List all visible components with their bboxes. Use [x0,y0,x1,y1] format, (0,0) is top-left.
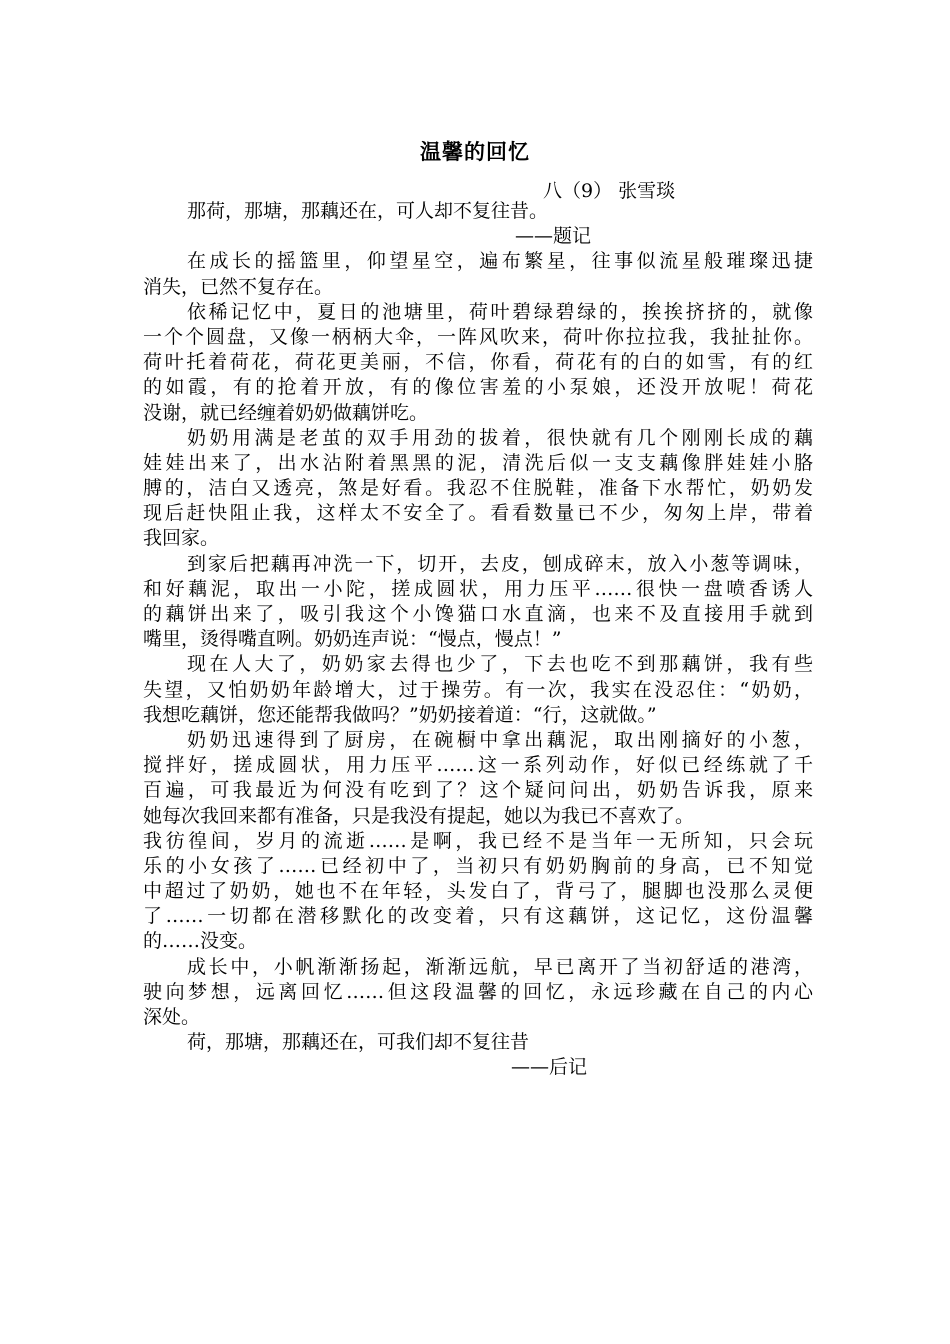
text-line: 消失，已然不复存在。 [143,275,334,298]
essay-body [143,199,813,1081]
text-line: 中超过了奶奶，她也不在年轻，头发白了，背弓了，腿脚也没那么灵便 [143,880,813,903]
epigraph-line: 那荷，那塘，那藕还在，可人却不复往昔。 [187,200,549,222]
text-line: 失望，又怕奶奶年龄增大，过于操劳。有一次，我实在没忍住：“奶奶， [143,678,813,701]
text-line: 的……没变。 [143,930,258,953]
text-line: 没谢，就已经缠着奶奶做藕饼吃。 [143,401,429,424]
text-line: 奶奶迅速得到了厨房，在碗橱中拿出藕泥，取出刚摘好的小葱， [187,728,813,751]
epigraph-signature: ——题记 [515,225,592,248]
text-line: 成长中，小帆渐渐扬起，渐渐远航，早已离开了当初舒适的港湾， [187,955,813,978]
author-line: 八（9） 张雪琰 [543,180,676,202]
postscript-line: 荷，那塘，那藕还在，可我们却不复往昔 [187,1031,530,1054]
text-line: 我想吃藕饼，您还能帮我做吗？”奶奶接着道：“行，这就做。” [143,703,657,726]
text-line: 百遍，可我最近为何没有吃到了？这个疑问问出，奶奶告诉我，原来 [143,779,813,802]
postscript-signature: ——后记 [511,1056,588,1079]
text-line: 我彷徨间，岁月的流逝……是啊，我已经不是当年一无所知，只会玩 [143,829,813,852]
text-line: 现后赶快阻止我，这样太不安全了。看看数量已不少，匆匆上岸，带着 [143,502,813,525]
text-line: 到家后把藕再冲洗一下，切开，去皮，刨成碎末，放入小葱等调味， [187,552,813,575]
text-line: 膊的，洁白又透亮，煞是好看。我忍不住脱鞋，准备下水帮忙，奶奶发 [143,477,813,500]
text-line: 的如霞，有的抢着开放，有的像位害羞的小泵娘，还没开放呢！荷花 [143,376,813,399]
text-line: 乐的小女孩了……已经初中了，当初只有奶奶胸前的身高，已不知觉 [143,854,813,877]
text-line: 荷叶托着荷花，荷花更美丽，不信，你看，荷花有的白的如雪，有的红 [143,351,813,374]
text-line: 嘴里，烫得嘴直咧。奶奶连声说：“慢点，慢点！” [143,628,562,651]
essay-title: 温馨的回忆 [420,140,530,164]
text-line: 在成长的摇篮里，仰望星空，遍布繁星，往事似流星般璀璨迅捷 [187,250,813,273]
text-line: 娃娃出来了，出水沾附着黑黑的泥，清洗后似一支支藕像胖娃娃小胳 [143,451,813,474]
text-line: 搅拌好，搓成圆状，用力压平……这一系列动作，好似已经练就了千 [143,754,813,777]
text-line: 一个个圆盘，又像一柄柄大伞，一阵风吹来，荷叶你拉拉我，我扯扯你。 [143,325,813,348]
text-line: 的藕饼出来了，吸引我这个小馋猫口水直滴，也来不及直接用手就到 [143,603,813,625]
text-line: 她每次我回来都有准备，只是我没有提起，她以为我已不喜欢了。 [143,804,695,827]
text-line: 驶向梦想，远离回忆……但这段温馨的回忆，永远珍藏在自己的内心 [143,980,813,1003]
text-line: 深处。 [143,1006,201,1028]
text-line: 了……一切都在潜移默化的改变着，只有这藕饼，这记忆，这份温馨 [143,905,813,928]
text-line: 依稀记忆中，夏日的池塘里，荷叶碧绿碧绿的，挨挨挤挤的，就像 [187,300,813,323]
text-line: 我回家。 [143,527,220,550]
text-line: 和好藕泥，取出一小陀，搓成圆状，用力压平……很快一盘喷香诱人 [143,577,813,600]
text-line: 奶奶用满是老茧的双手用劲的拔着，很快就有几个刚刚长成的藕 [187,426,813,449]
text-line: 现在人大了，奶奶家去得也少了，下去也吃不到那藕饼，我有些 [187,653,813,676]
